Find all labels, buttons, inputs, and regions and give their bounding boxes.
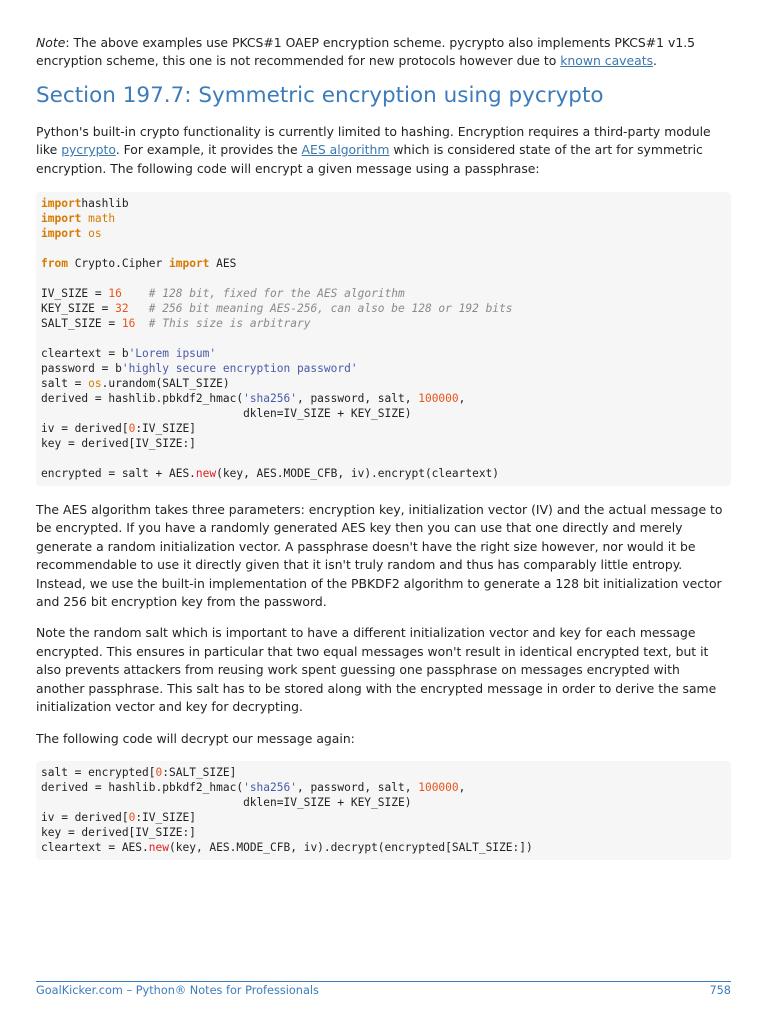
code-line xyxy=(41,196,726,211)
code-token: 0 xyxy=(128,810,136,824)
code-line xyxy=(41,241,726,256)
code-token: KEY_SIZE = xyxy=(41,302,116,316)
code-token: 'highly secure encryption password' xyxy=(121,362,358,376)
code-token: iv = derived[ xyxy=(41,810,129,824)
code-token: , password, salt, xyxy=(296,780,419,794)
code-token: 0 xyxy=(155,765,163,779)
code-line xyxy=(41,286,726,301)
code-token: , xyxy=(458,392,466,406)
code-token: derived = hashlib.pbkdf2_hmac( xyxy=(41,392,244,406)
code-token: import xyxy=(41,212,82,226)
decrypt-intro-paragraph: The following code will decrypt our message again: xyxy=(36,730,355,746)
code-line xyxy=(41,466,726,481)
code-line xyxy=(41,316,726,331)
code-line xyxy=(41,795,726,810)
code-line xyxy=(41,331,726,346)
code-token: , password, salt, xyxy=(296,392,419,406)
code-token: 'sha256' xyxy=(243,392,297,406)
code-token: # 256 bit meaning AES-256, can also be 128 or 192 bits xyxy=(148,302,513,316)
code-line xyxy=(41,346,726,361)
page-number: 758 xyxy=(709,984,731,997)
code-token: :IV_SIZE] xyxy=(135,422,196,436)
code-token: SALT_SIZE = xyxy=(41,317,122,331)
code-token: 16 xyxy=(121,317,136,331)
code-line xyxy=(41,271,726,286)
code-line xyxy=(41,840,726,855)
code-line xyxy=(41,451,726,466)
code-token xyxy=(129,302,149,315)
code-token: (key, AES.MODE_CFB, iv).decrypt(encrypted[SALT_SIZE:]) xyxy=(169,840,533,854)
code-token: 32 xyxy=(115,302,129,316)
code-token: # 128 bit, fixed for the AES algorithm xyxy=(148,287,405,301)
code-token: IV_SIZE = xyxy=(41,287,109,301)
code-line xyxy=(41,436,726,451)
note-end: . xyxy=(653,53,657,69)
code-token: os xyxy=(81,227,102,241)
decrypt-code-block xyxy=(36,761,731,860)
note-paragraph xyxy=(36,34,731,71)
code-token: .urandom(SALT_SIZE) xyxy=(101,377,230,391)
code-token: import xyxy=(41,227,82,241)
code-line xyxy=(41,211,726,226)
code-token: encrypted = salt + AES. xyxy=(41,467,196,481)
code-token: hashlib xyxy=(81,197,129,211)
footer-site-title[interactable]: GoalKicker.com – Python® Notes for Professionals xyxy=(36,984,319,997)
code-token: 100000 xyxy=(418,392,459,406)
intro-text-2: . For example, it provides the xyxy=(115,142,302,158)
section-title: Section 197.7: Symmetric encryption using pycrypto xyxy=(36,82,604,108)
encrypt-code-block xyxy=(36,192,731,486)
code-token: from xyxy=(41,257,68,271)
code-token: derived = hashlib.pbkdf2_hmac( xyxy=(41,780,244,794)
code-token xyxy=(135,317,148,330)
code-line xyxy=(41,765,726,780)
code-token: key = derived[IV_SIZE:] xyxy=(41,825,196,839)
aes-parameters-paragraph: The AES algorithm takes three parameters: encryption key, initialization vector (IV) and the actual message to be encrypted. If you have a randomly generated AES key then you can use that one directly and merely generate a random initialization vector. A passphrase doesn't have the right size however, nor would it be recommendable to use it directly given that it isn't truly random and thus has comparably little entropy. Instead, we use the built-in implementation of the PBKDF2 algorithm to generate a 128 bit initialization vector and 256 bit encryption key from the password. xyxy=(36,502,723,610)
code-line xyxy=(41,810,726,825)
salt-paragraph: Note the random salt which is important to have a different initialization vector and key for each message encrypted. This ensures in particular that two equal messages won't result in identical encrypted text, but it also prevents attackers from reusing work spent guessing one passphrase on messages encrypted with another passphrase. This salt has to be stored along with the encrypted message in order to derive the same initialization vector and key for decrypting. xyxy=(36,625,717,715)
code-line xyxy=(41,226,726,241)
code-token: dklen=IV_SIZE + KEY_SIZE) xyxy=(41,795,412,809)
code-token: 'Lorem ipsum' xyxy=(128,347,217,361)
code-token: , xyxy=(458,780,466,794)
code-token: os xyxy=(88,377,102,391)
code-line xyxy=(41,391,726,406)
code-token: :SALT_SIZE] xyxy=(162,765,237,779)
code-line xyxy=(41,361,726,376)
intro-text-1: Python's built-in crypto functionality is currently limited to hashing. Encryption requires a third-party module like xyxy=(36,123,711,158)
code-line xyxy=(41,421,726,436)
code-token: new xyxy=(195,467,217,481)
code-token: (key, AES.MODE_CFB, iv).encrypt(cleartext) xyxy=(216,467,500,481)
code-token: iv = derived[ xyxy=(41,422,129,436)
page-footer xyxy=(36,981,731,997)
code-token: salt = xyxy=(41,377,89,391)
code-line xyxy=(41,376,726,391)
code-line xyxy=(41,406,726,421)
intro-paragraph xyxy=(36,123,731,178)
code-token: key = derived[IV_SIZE:] xyxy=(41,437,196,451)
code-token: math xyxy=(81,212,116,226)
code-token: 100000 xyxy=(418,780,459,794)
known-caveats-link[interactable]: known caveats xyxy=(560,53,654,69)
code-line xyxy=(41,825,726,840)
code-line xyxy=(41,780,726,795)
code-line xyxy=(41,256,726,271)
code-token: cleartext = AES. xyxy=(41,840,149,854)
code-token: 'sha256' xyxy=(243,780,297,794)
code-token xyxy=(122,287,149,300)
code-token: cleartext = b xyxy=(41,347,129,361)
code-token: salt = encrypted[ xyxy=(41,765,156,779)
note-label: Note xyxy=(36,35,66,50)
pycrypto-link[interactable]: pycrypto xyxy=(61,142,116,158)
code-token: 0 xyxy=(128,422,136,436)
code-token: 16 xyxy=(108,287,122,301)
page-content xyxy=(36,34,731,875)
intro-text-3: which is considered state of the art for symmetric encryption. The following code will encrypt a given message using a passphrase: xyxy=(36,142,703,176)
aes-algorithm-link[interactable]: AES algorithm xyxy=(301,142,390,158)
code-token: new xyxy=(148,840,169,854)
code-token: password = b xyxy=(41,362,122,376)
code-token: import xyxy=(41,197,82,211)
code-token: AES xyxy=(209,257,237,271)
note-text: : The above examples use PKCS#1 OAEP encryption scheme. pycrypto also implements PKCS#1 v1.5 encryption scheme, this one is not recommended for new protocols however due to xyxy=(36,35,696,69)
code-token: # This size is arbitrary xyxy=(148,317,311,331)
code-line xyxy=(41,301,726,316)
code-token: import xyxy=(169,257,210,271)
code-token: Crypto.Cipher xyxy=(67,257,169,271)
code-token: :IV_SIZE] xyxy=(135,810,196,824)
code-token: dklen=IV_SIZE + KEY_SIZE) xyxy=(41,407,412,421)
